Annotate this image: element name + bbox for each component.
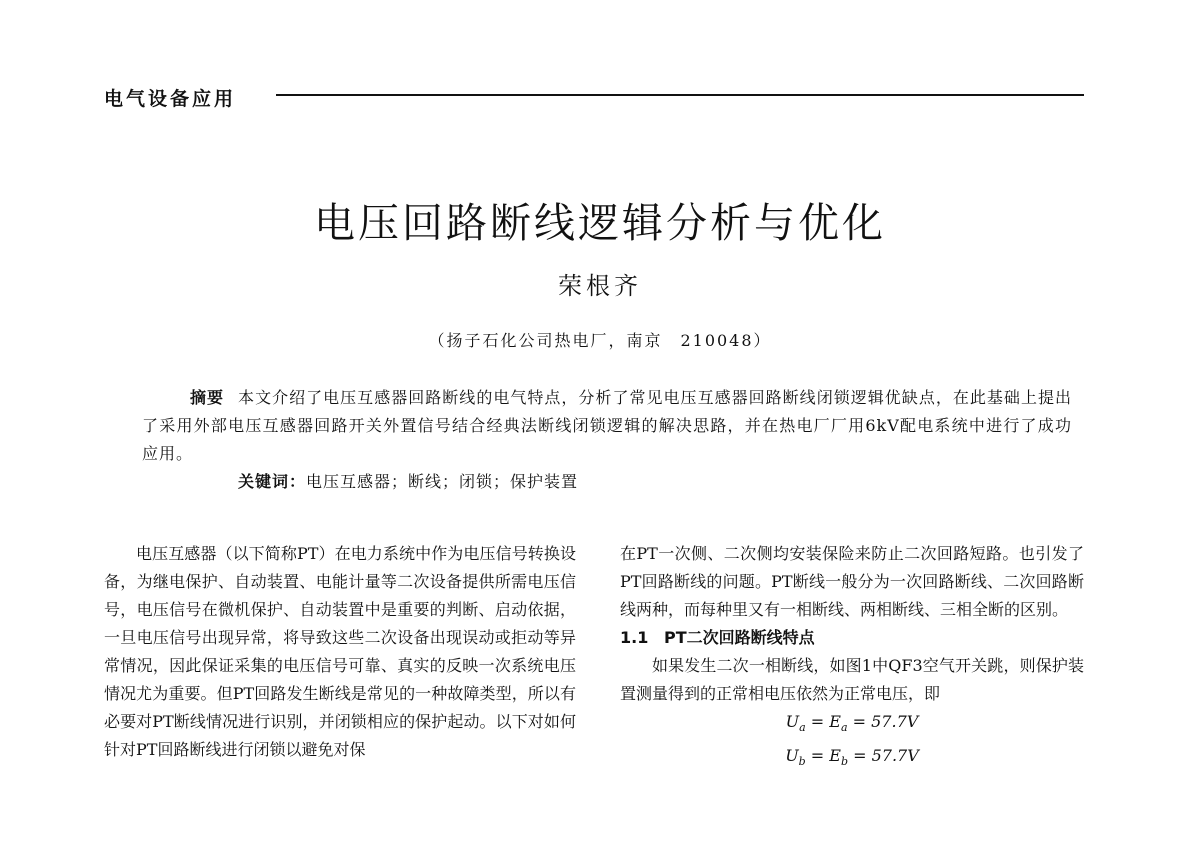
keywords-label: 关键词： [238,472,307,491]
eq2-mid-sub: b [840,755,849,769]
equation-ub [620,742,1084,776]
subsection-number: 1.1 [620,628,649,647]
eq2-rhs: = 57.7V [848,746,919,766]
header-rule [276,94,1084,96]
eq2-lhs: U [785,746,799,766]
abstract-label: 摘要 [190,388,225,407]
eq1-lhs-sub: a [799,721,806,735]
eq1-mid-sub: a [840,721,848,735]
keywords-text: 电压互感器；断线；闭锁；保护装置 [306,472,579,491]
article-title: 电压回路断线逻辑分析与优化 [314,199,886,247]
running-header [104,84,1084,108]
article-author: 荣根齐 [558,272,642,300]
abstract-block [142,384,1072,496]
eq1-mid: = E [805,712,841,731]
right-column-paragraph-1: 在PT一次侧、二次侧均安装保险来防止二次回路短路。也引发了PT回路断线的问题。PT断线一般分为一次回路断线、二次回路断线两种，而每种里又有一相断线、两相断线、三相全断的区别。 [620,544,1084,619]
eq2-mid: = E [805,746,841,766]
right-column-paragraph-2: 如果发生二次一相断线，如图1中QF3空气开关跳，则保护装置测量得到的正常相电压依然为正常电压，即 [620,656,1084,703]
subsection-heading [620,624,1084,652]
abstract-paragraph [142,384,1072,468]
eq2-lhs-sub: b [798,755,806,769]
section-label: 电气设备应用 [104,88,237,110]
eq1-rhs: = 57.7V [847,712,919,731]
abstract-text: 本文介绍了电压互感器回路断线的电气特点，分析了常见电压互感器回路断线闭锁逻辑优缺点，在此基础上提出了采用外部电压互感器回路开关外置信号结合经典法断线闭锁逻辑的解决思路，并在热电厂厂用6kV配电系统中进行了成功应用。 [142,388,1072,463]
subsection-title: PT二次回路断线特点 [664,628,815,647]
equation-ua [620,708,1084,742]
keywords-line [142,468,1072,496]
left-column [104,540,576,764]
right-column [620,540,1084,776]
eq1-lhs: U [785,712,800,731]
author-affiliation: （扬子石化公司热电厂，南京 210048） [428,331,772,350]
left-column-paragraph: 电压互感器（以下简称PT）在电力系统中作为电压信号转换设备，为继电保护、自动装置、电能计量等二次设备提供所需电压信号，电压信号在微机保护、自动装置中是重要的判断、启动依据，一旦电压信号出现异常，将导致这些二次设备出现误动或拒动等异常情况，因此保证采集的电压信号可靠、真实的反映一次系统电压情况尤为重要。但PT回路发生断线是常见的一种故障类型，所以有必要对PT断线情况进行识别，并闭锁相应的保护起动。以下对如何针对PT回路断线进行闭锁以避免对保 [104,544,576,759]
